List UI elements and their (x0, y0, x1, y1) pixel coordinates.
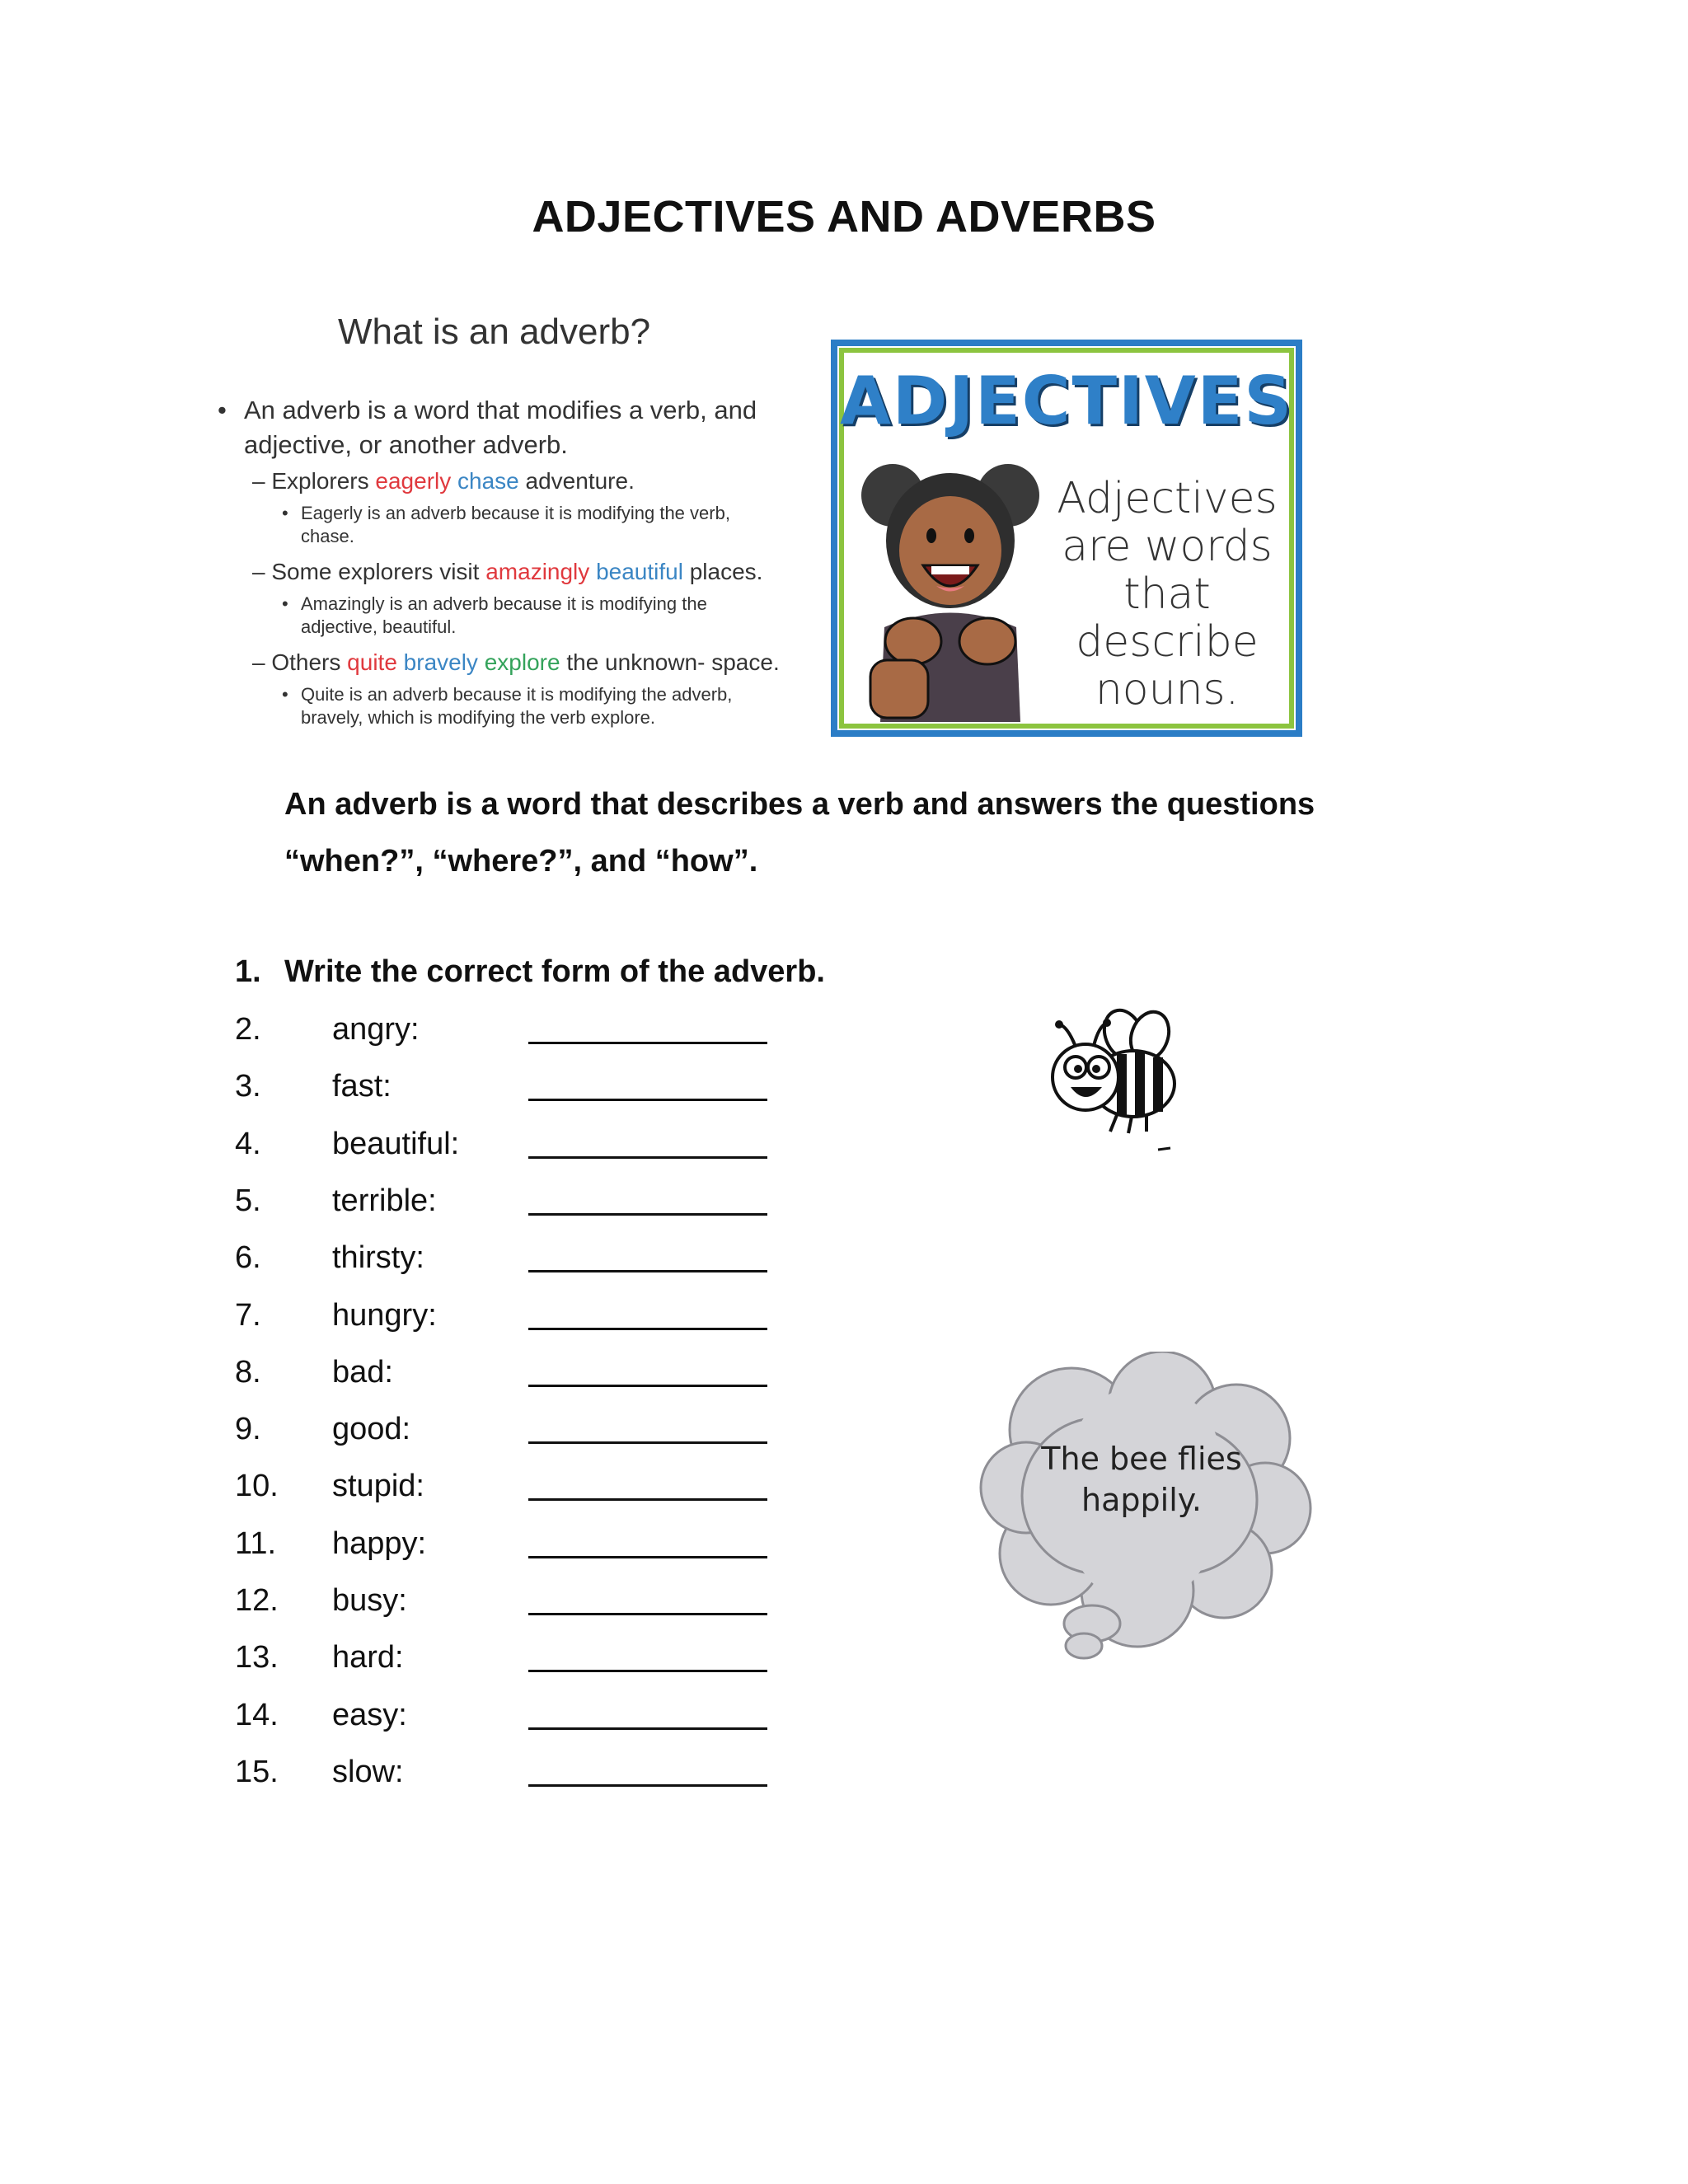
adjectives-card (831, 340, 1302, 737)
item-number: 5. (235, 1183, 261, 1218)
slide-bullet-line1: An adverb is a word that modifies a verb, and (244, 396, 757, 424)
item-number: 13. (235, 1640, 279, 1675)
answer-blank[interactable] (528, 1784, 767, 1787)
item-number: 9. (235, 1412, 261, 1447)
item-word: good: (332, 1412, 411, 1447)
card-text-line: are words (1062, 522, 1273, 571)
definition-line1: An adverb is a word that describes a verb and answers the questions (284, 787, 1315, 822)
girl-illustration (856, 450, 1045, 722)
item-word: hard: (332, 1640, 404, 1675)
example-text (478, 649, 485, 675)
answer-blank[interactable] (528, 1441, 767, 1444)
exercise-number: 1. (235, 954, 261, 989)
example-text: adventure. (518, 468, 635, 494)
exercise-heading (235, 954, 825, 990)
example-text (589, 559, 596, 584)
item-number: 7. (235, 1297, 261, 1333)
highlight-verb: explore (484, 649, 560, 675)
thought-bubble-text (1001, 1438, 1282, 1521)
example-text: the unknown- space. (560, 649, 780, 675)
item-word: thirsty: (332, 1240, 424, 1276)
answer-blank[interactable] (528, 1099, 767, 1101)
highlight-adverb: amazingly (485, 559, 590, 584)
example-text: places. (682, 559, 763, 584)
item-word: slow: (332, 1754, 404, 1789)
answer-blank[interactable] (528, 1670, 767, 1672)
slide-bullet-line2: adjective, or another adverb. (244, 430, 568, 459)
item-number: 6. (235, 1240, 261, 1276)
answer-blank[interactable] (528, 1213, 767, 1216)
bee-illustration (1034, 1001, 1199, 1158)
item-word: beautiful: (332, 1126, 460, 1161)
item-word: hungry: (332, 1297, 437, 1333)
answer-blank[interactable] (528, 1042, 767, 1044)
example-text: – Explorers (252, 468, 376, 494)
item-number: 12. (235, 1583, 279, 1618)
slide-example-3 (252, 649, 780, 676)
item-word: busy: (332, 1583, 407, 1618)
adverb-slide (206, 305, 808, 742)
bullet-icon: • (282, 503, 288, 523)
answer-blank[interactable] (528, 1556, 767, 1558)
item-word: angry: (332, 1012, 420, 1047)
item-number: 4. (235, 1126, 261, 1161)
slide-note-2b: adjective, beautiful. (301, 616, 457, 637)
card-text (1035, 475, 1299, 714)
item-number: 11. (235, 1526, 277, 1561)
bullet-icon: • (282, 593, 288, 614)
item-word: easy: (332, 1697, 407, 1732)
highlight-adverb: quite (347, 649, 397, 675)
item-word: stupid: (332, 1469, 424, 1504)
item-number: 8. (235, 1354, 261, 1390)
example-text (451, 468, 457, 494)
highlight-adverb: eagerly (375, 468, 452, 494)
slide-heading: What is an adverb? (338, 312, 651, 352)
card-text-line: Adjectives (1057, 474, 1278, 523)
item-word: terrible: (332, 1183, 437, 1218)
highlight-adverb-2: bravely (403, 649, 478, 675)
bubble-line: happily. (1081, 1482, 1202, 1518)
item-word: fast: (332, 1069, 392, 1104)
bullet-icon: • (218, 396, 227, 424)
card-heading: ADJECTIVES (840, 363, 1293, 439)
answer-blank[interactable] (528, 1385, 767, 1387)
slide-note-1b: chase. (301, 526, 354, 546)
slide-example-1 (252, 468, 635, 494)
example-text (397, 649, 404, 675)
card-text-line: that describe (1076, 569, 1259, 667)
item-number: 14. (235, 1697, 279, 1732)
answer-blank[interactable] (528, 1727, 767, 1730)
exercise-instruction: Write the correct form of the adverb. (284, 954, 825, 989)
answer-blank[interactable] (528, 1613, 767, 1615)
card-text-line: nouns. (1095, 665, 1240, 715)
slide-example-2 (252, 559, 762, 585)
example-text: – Some explorers visit (252, 559, 486, 584)
answer-blank[interactable] (528, 1156, 767, 1159)
bullet-icon: • (282, 684, 288, 705)
page-title: ADJECTIVES AND ADVERBS (532, 192, 1156, 241)
slide-note-2a: Amazingly is an adverb because it is modifying the (301, 593, 707, 614)
slide-note-1a: Eagerly is an adverb because it is modifying the verb, (301, 503, 730, 523)
slide-note-3a: Quite is an adverb because it is modifying the adverb, (301, 684, 733, 705)
highlight-verb: chase (457, 468, 519, 494)
highlight-adjective: beautiful (596, 559, 683, 584)
definition-line2: “when?”, “where?”, and “how”. (284, 844, 758, 879)
example-text: – Others (252, 649, 348, 675)
item-word: happy: (332, 1526, 427, 1561)
answer-blank[interactable] (528, 1270, 767, 1272)
answer-blank[interactable] (528, 1328, 767, 1330)
answer-blank[interactable] (528, 1498, 767, 1501)
item-number: 2. (235, 1012, 261, 1047)
item-number: 10. (235, 1469, 279, 1504)
item-word: bad: (332, 1354, 393, 1390)
item-number: 3. (235, 1069, 261, 1104)
bubble-line: The bee flies (1041, 1441, 1242, 1477)
item-number: 15. (235, 1754, 279, 1789)
slide-note-3b: bravely, which is modifying the verb explore. (301, 707, 656, 728)
